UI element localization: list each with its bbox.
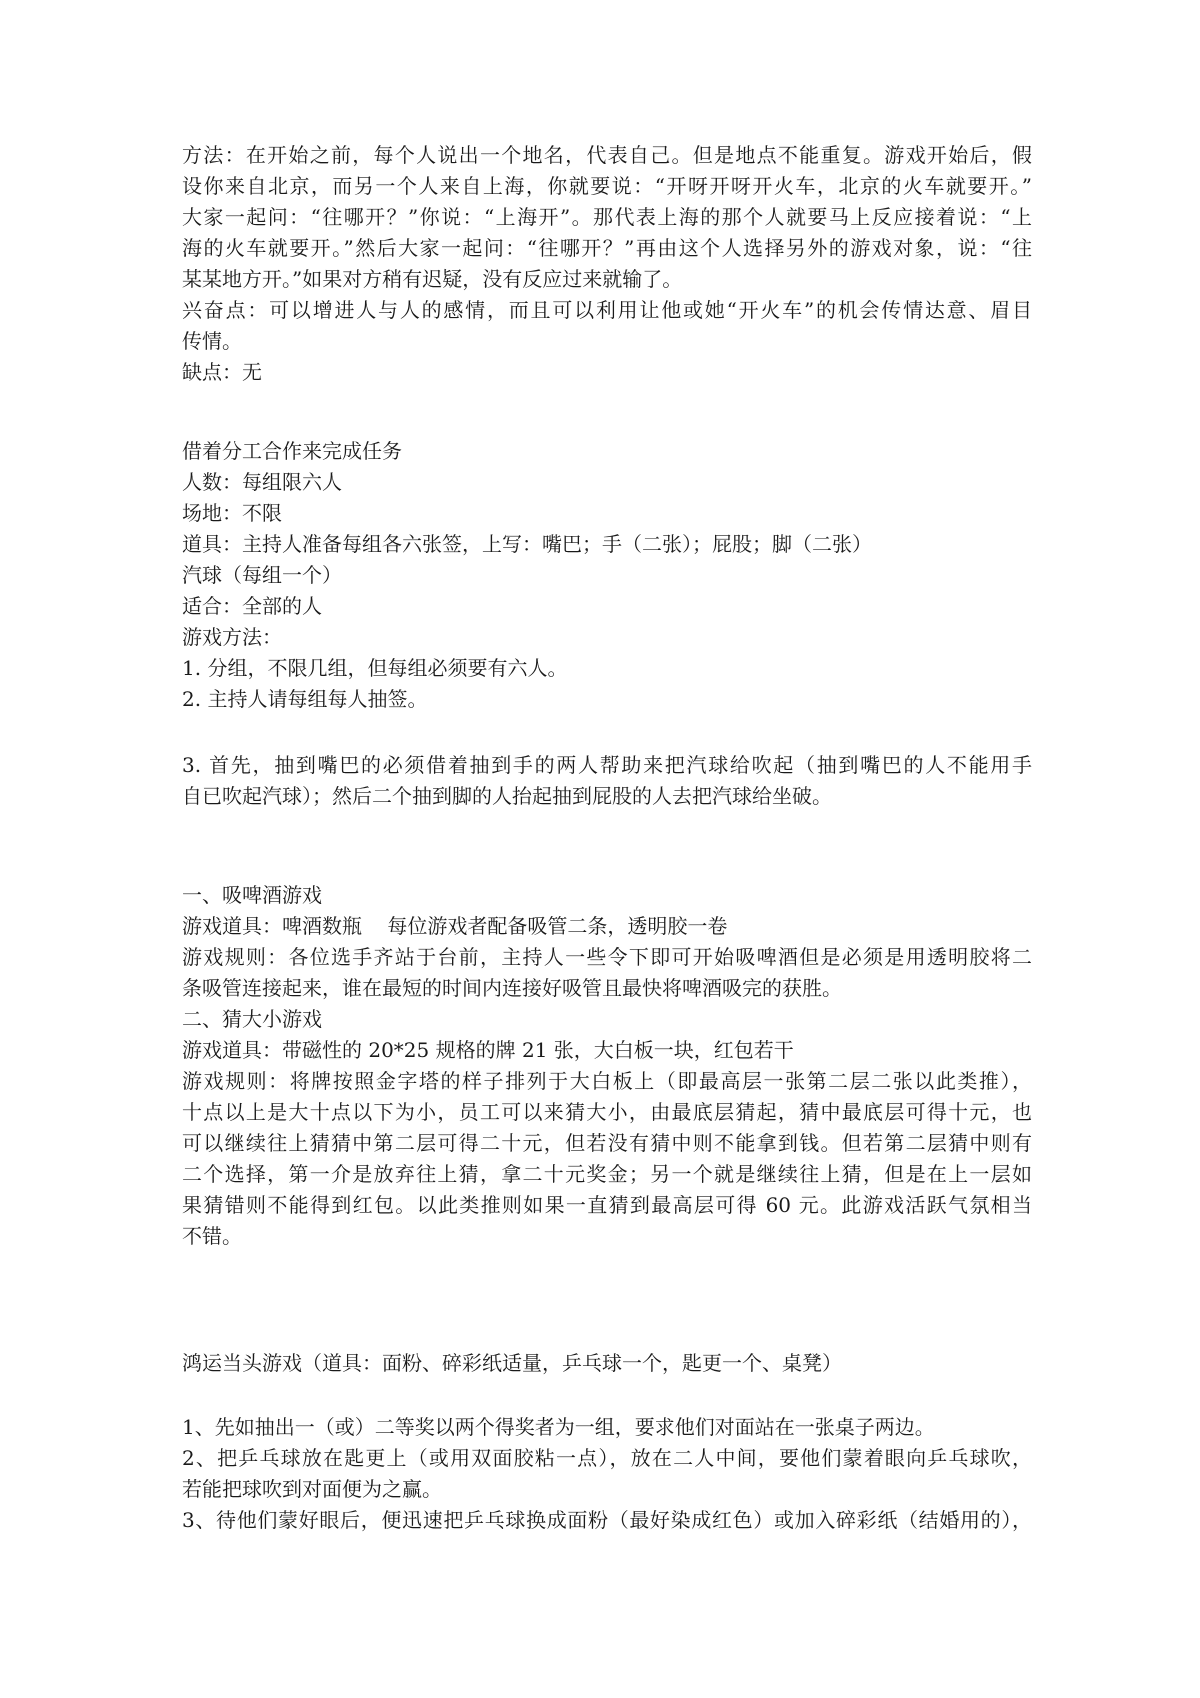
paragraph-line: 可以继续往上猜猜中第二层可得二十元，但若没有猜中则不能拿到钱。但若第二层猜中则有 [182, 1131, 1032, 1155]
paragraph-line: 缺点：无 [182, 360, 262, 384]
paragraph-line: 道具：主持人准备每组各六张签，上写：嘴巴；手（二张）；屁股；脚（二张） [182, 532, 872, 556]
list-item: 1、先如抽出一（或）二等奖以两个得奖者为一组，要求他们对面站在一张桌子两边。 [182, 1415, 935, 1439]
paragraph-line: 海的火车就要开。”然后大家一起问：“往哪开？”再由这个人选择另外的游戏对象，说：“往 [182, 236, 1032, 260]
list-item: 若能把球吹到对面便为之赢。 [182, 1477, 442, 1501]
list-item: 3、待他们蒙好眼后，便迅速把乒乓球换成面粉（最好染成红色）或加入碎彩纸（结婚用的）， [182, 1508, 1032, 1532]
paragraph-line: 大家一起问：“往哪开？”你说：“上海开”。那代表上海的那个人就要马上反应接着说：“上 [182, 205, 1032, 229]
section-heading: 借着分工合作来完成任务 [182, 439, 402, 463]
section-beer-and-guess-games [182, 880, 1032, 1252]
list-item: 2、把乒乓球放在匙更上（或用双面胶粘一点），放在二人中间，要他们蒙着眼向乒乓球吹， [182, 1446, 1032, 1470]
paragraph-line: 不错。 [182, 1224, 242, 1248]
list-item: 自已吹起汽球）；然后二个抽到脚的人抬起抽到屁股的人去把汽球给坐破。 [182, 784, 832, 808]
paragraph-line: 兴奋点：可以增进人与人的感情，而且可以利用让他或她“开火车”的机会传情达意、眉目 [182, 298, 1032, 322]
paragraph-line: 果猜错则不能得到红包。以此类推则如果一直猜到最高层可得 60 元。此游戏活跃气氛相当 [182, 1193, 1032, 1217]
paragraph-line: 场地：不限 [182, 501, 282, 525]
section-teamwork-step3 [182, 750, 1032, 812]
paragraph-line: 某某地方开。”如果对方稍有迟疑，没有反应过来就输了。 [182, 267, 683, 291]
paragraph-line: 游戏道具：带磁性的 20*25 规格的牌 21 张，大白板一块，红包若干 [182, 1038, 794, 1062]
list-item: 3. 首先，抽到嘴巴的必须借着抽到手的两人帮助来把汽球给吹起（抽到嘴巴的人不能用手 [182, 753, 1032, 777]
paragraph-line: 方法：在开始之前，每个人说出一个地名，代表自己。但是地点不能重复。游戏开始后，假 [182, 143, 1032, 167]
section-teamwork-game [182, 436, 1032, 715]
paragraph-line: 游戏道具：啤酒数瓶 每位游戏者配备吸管二条，透明胶一卷 [182, 914, 728, 938]
list-item: 2. 主持人请每组每人抽签。 [182, 687, 428, 711]
paragraph-line: 适合：全部的人 [182, 594, 322, 618]
paragraph-line: 二个选择，第一介是放弃往上猜，拿二十元奖金；另一个就是继续往上猜，但是在上一层如 [182, 1162, 1032, 1186]
section-heading: 二、猜大小游戏 [182, 1007, 322, 1031]
paragraph-line: 汽球（每组一个） [182, 563, 342, 587]
section-good-luck-game [182, 1348, 1032, 1379]
paragraph-line: 条吸管连接起来，谁在最短的时间内连接好吸管且最快将啤酒吸完的获胜。 [182, 976, 842, 1000]
paragraph-line: 游戏规则：将牌按照金字塔的样子排列于大白板上（即最高层一张第二层二张以此类推）， [182, 1069, 1032, 1093]
paragraph-line: 人数：每组限六人 [182, 470, 342, 494]
list-item: 1. 分组，不限几组，但每组必须要有六人。 [182, 656, 568, 680]
section-heading: 一、吸啤酒游戏 [182, 883, 322, 907]
section-good-luck-steps [182, 1412, 1032, 1536]
paragraph-line: 游戏方法： [182, 625, 282, 649]
paragraph-line: 传情。 [182, 329, 242, 353]
section-train-game [182, 140, 1032, 388]
paragraph-line: 设你来自北京，而另一个人来自上海，你就要说：“开呀开呀开火车，北京的火车就要开。” [182, 174, 1032, 198]
paragraph-line: 十点以上是大十点以下为小，员工可以来猜大小，由最底层猜起，猜中最底层可得十元，也 [182, 1100, 1032, 1124]
section-heading: 鸿运当头游戏（道具：面粉、碎彩纸适量，乒乓球一个，匙更一个、桌凳） [182, 1351, 842, 1375]
paragraph-line: 游戏规则：各位选手齐站于台前，主持人一些令下即可开始吸啤酒但是必须是用透明胶将二 [182, 945, 1032, 969]
